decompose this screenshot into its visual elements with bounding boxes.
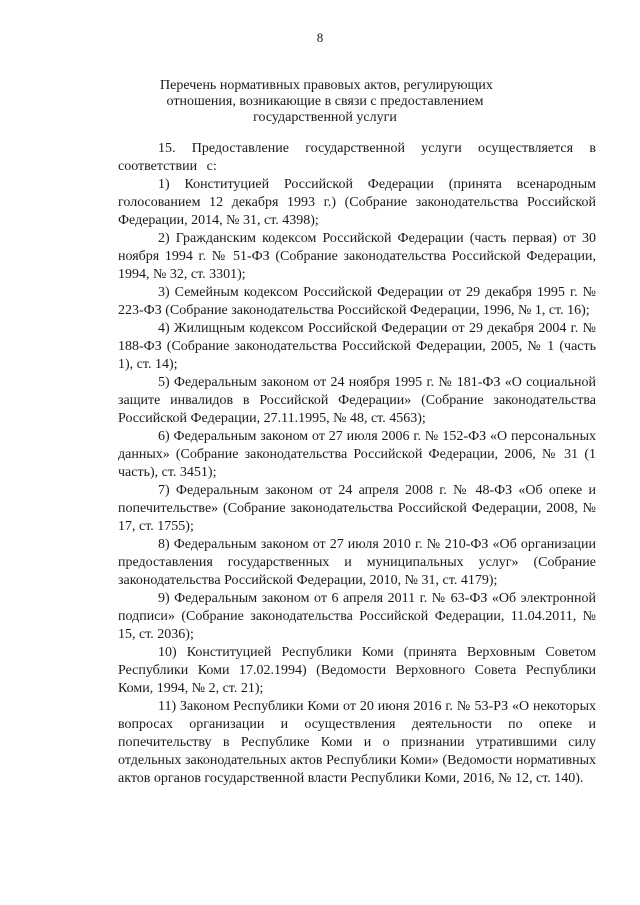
list-item: 9) Федеральным законом от 6 апреля 2011 г. № 63-ФЗ «Об электронной подписи» (Собрание законодательства Российской Федерации, 11.04.2011, № 15, ст. 2036); (118, 591, 596, 642)
list-item: 3) Семейным кодексом Российской Федерации от 29 декабря 1995 г. № 223-ФЗ (Собрание законодательства Российской Федерации, 1996, № 1, ст. 16); (118, 285, 596, 318)
page-number: 8 (316, 30, 324, 45)
document-body (118, 140, 596, 788)
list-item: 5) Федеральным законом от 24 ноября 1995 г. № 181-ФЗ «О социальной защите инвалидов в Российской Федерации» (Собрание законодательства Российской Федерации, 27.11.1995, № 48, ст. 4563); (118, 375, 596, 426)
list-item: 7) Федеральным законом от 24 апреля 2008 г. № 48-ФЗ «Об опеке и попечительстве» (Собрание законодательства Российской Федерации, 2008, № 17, ст. 1755); (118, 483, 596, 534)
list-item: 11) Законом Республики Коми от 20 июня 2016 г. № 53-РЗ «О некоторых вопросах организации и осуществления деятельности по опеке и попечительству в Республике Коми и о признании утратившими силу отдельных законодательных актов Республики Коми» (Ведомости нормативных актов органов государственной власти Республики Коми, 2016, № 12, ст. 140). (118, 699, 596, 786)
title-line-3: государственной услуги (253, 110, 397, 125)
list-item: 2) Гражданским кодексом Российской Федерации (часть первая) от 30 ноября 1994 г. № 51-ФЗ (Собрание законодательства Российской Федерации, 1994, № 32, ст. 3301); (118, 231, 596, 282)
section-title (160, 78, 493, 126)
title-line-2: отношения, возникающие в связи с предоставлением (166, 94, 484, 109)
list-item: 10) Конституцией Республики Коми (принята Верховным Советом Республики Коми 17.02.1994) (Ведомости Верховного Совета Республики Коми, 1994, № 2, ст. 21); (118, 645, 596, 696)
title-line-1: Перечень нормативных правовых актов, регулирующих (160, 78, 493, 93)
list-item: 6) Федеральным законом от 27 июля 2006 г. № 152-ФЗ «О персональных данных» (Собрание законодательства Российской Федерации, 2006, № 31 (1 часть), ст. 3451); (118, 429, 596, 480)
list-item: 8) Федеральным законом от 27 июля 2010 г. № 210-ФЗ «Об организации предоставления государственных и муниципальных услуг» (Собрание законодательства Российской Федерации, 2010, № 31, ст. 4179); (118, 537, 596, 588)
list-item: 1) Конституцией Российской Федерации (принята всенародным голосованием 12 декабря 1993 г.) (Собрание законодательства Российской Федерации, 2014, № 31, ст. 4398); (118, 177, 596, 228)
list-item: 4) Жилищным кодексом Российской Федерации от 29 декабря 2004 г. № 188-ФЗ (Собрание законодательства Российской Федерации, 2005, № 1 (часть 1), ст. 14); (118, 321, 596, 372)
intro-paragraph: 15. Предоставление государственной услуги осуществляется в соответствии с: (118, 141, 596, 174)
